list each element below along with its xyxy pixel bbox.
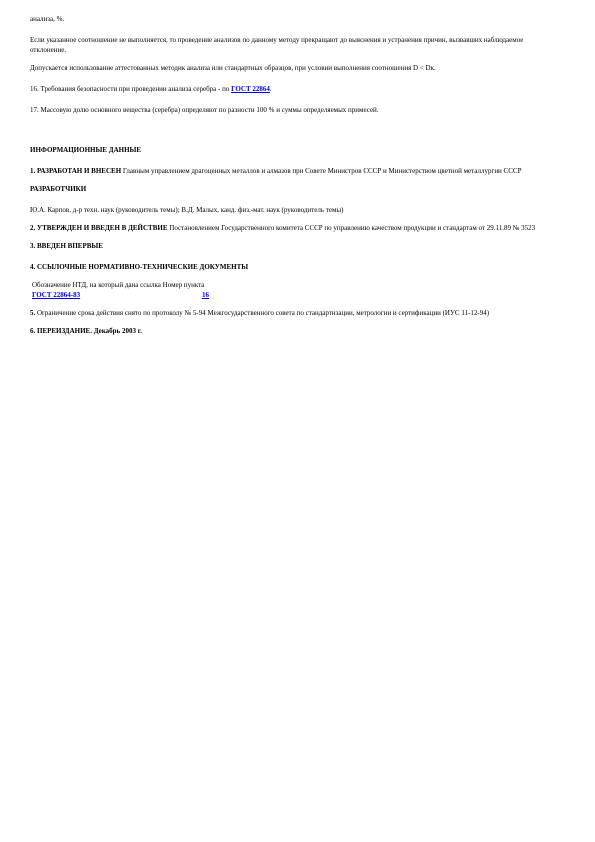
info-4-text: 4. ССЫЛОЧНЫЕ НОРМАТИВНО-ТЕХНИЧЕСКИЕ ДОКУМЕНТЫ <box>30 263 249 271</box>
top-fragment: анализа, %. <box>30 15 65 23</box>
item-16 <box>30 84 560 94</box>
reference-doc-cell <box>32 290 202 300</box>
info-3 <box>30 241 560 251</box>
gost-22864-link[interactable]: ГОСТ 22864 <box>231 85 270 93</box>
document-page <box>30 14 560 336</box>
info-6 <box>30 326 560 336</box>
info-2 <box>30 223 560 233</box>
reference-table-header <box>32 280 560 290</box>
info-4 <box>30 262 560 272</box>
table-row <box>32 290 560 300</box>
item-17: 17. Массовую долю основного вещества (серебра) определяют по разности 100 % и суммы определяемых примесей. <box>30 106 379 114</box>
info-1-bold: 1. РАЗРАБОТАН И ВНЕСЕН <box>30 167 122 175</box>
item-16-tail: . <box>269 85 272 93</box>
info-2-bold: 2. УТВЕРЖДЕН И ВВЕДЕН В ДЕЙСТВИЕ <box>30 224 168 232</box>
info-5-text: Ограничение срока действия снято по протоколу № 5-94 Межгосударственного совета по стандартизации, метрологии и сертификации (ИУС 11-12-94) <box>35 309 490 317</box>
paragraph-if-not: Если указанное соотношение не выполняется, то проведение анализов по данному методу прекращают до выяснения и устранения причин, вызвавших наблюдаемое отклонение. <box>30 36 524 54</box>
reference-table <box>32 280 560 300</box>
reference-header-doc: Обозначение НТД, на который дана ссылка <box>32 281 161 289</box>
info-heading-text: ИНФОРМАЦИОННЫЕ ДАННЫЕ <box>30 146 142 154</box>
item-16-text: 16. Требования безопасности при проведении анализа серебра - по <box>30 85 232 93</box>
info-5-bold: 5. <box>30 309 36 317</box>
reference-header-item: Номер пункта <box>162 281 205 289</box>
item-16-link[interactable]: 16 <box>202 291 209 299</box>
info-1-text: Главным управлением драгоценных металлов и алмазов при Совете Министров СССР и Министерством цветной металлургии СССР <box>121 167 522 175</box>
gost-22864-83-link[interactable]: ГОСТ 22864-83 <box>32 291 81 299</box>
developers: Ю.А. Карпов, д-р техн. наук (руководитель темы); В.Д. Малых, канд. физ.-мат. наук (руководитель темы) <box>30 206 344 214</box>
reference-item-cell <box>202 290 209 300</box>
developers-heading-text: РАЗРАБОТЧИКИ <box>30 185 87 193</box>
info-5 <box>30 308 560 318</box>
info-6-text: 6. ПЕРЕИЗДАНИЕ. Декабрь 2003 г. <box>30 327 142 335</box>
info-heading <box>30 145 560 155</box>
paragraph-allowed: Допускается использование аттестованных методик анализа или стандартных образцов, при условии выполнения соотношения D < Dк. <box>30 64 436 72</box>
info-2-text: Постановлением Государственного комитета СССР по управлению качеством продукции и стандартам от 29.11.89 № 3523 <box>167 224 536 232</box>
developers-heading <box>30 184 560 194</box>
info-3-text: 3. ВВЕДЕН ВПЕРВЫЕ <box>30 242 103 250</box>
info-1 <box>30 166 560 176</box>
